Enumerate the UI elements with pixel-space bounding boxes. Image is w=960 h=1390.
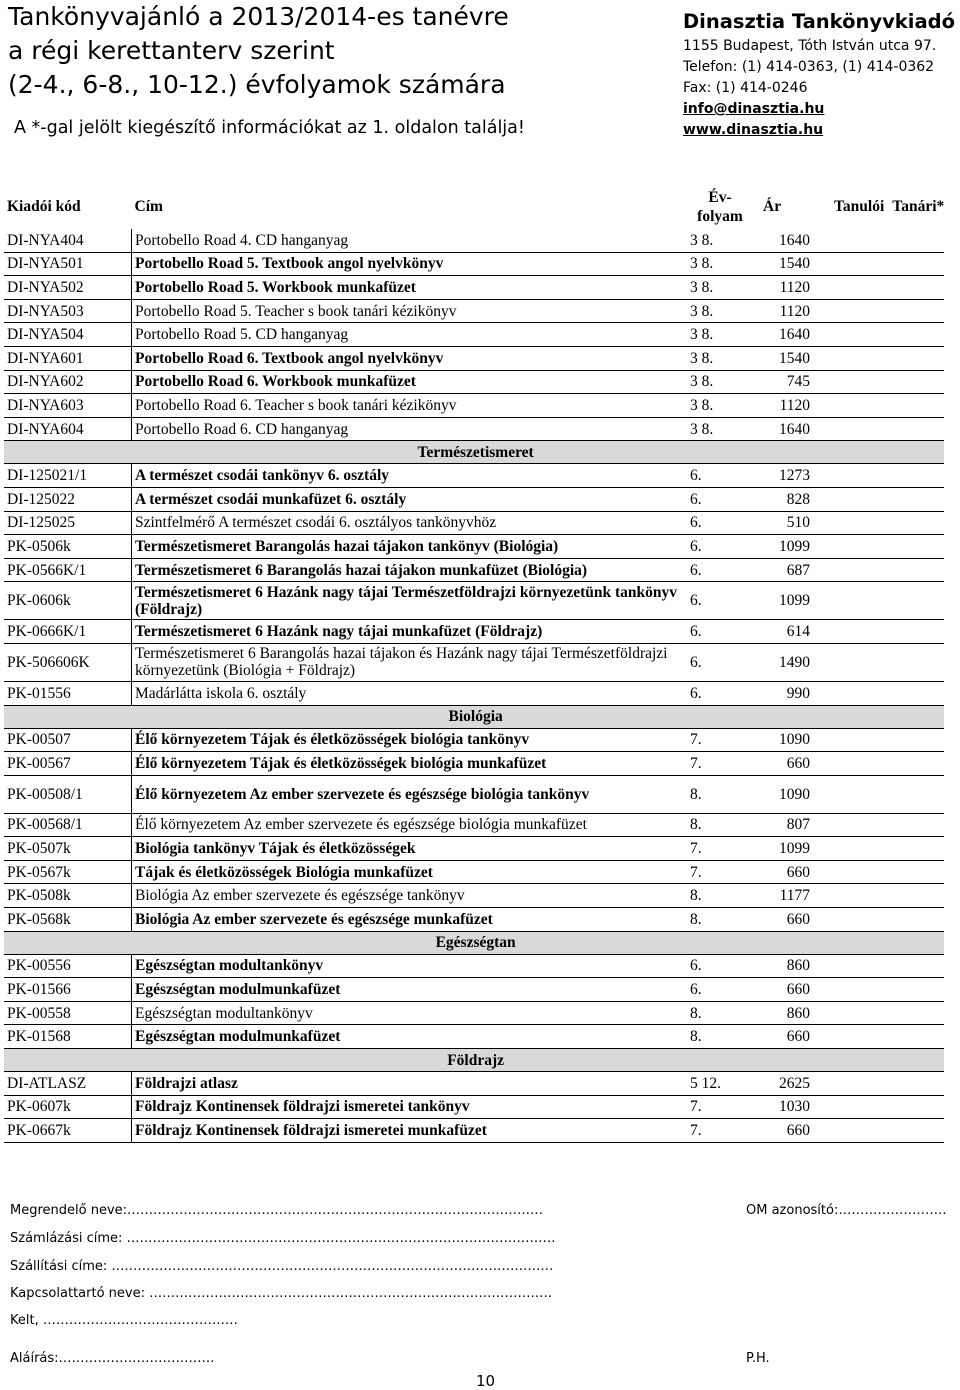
book-title: Élő környezetem Az ember szervezete és egészsége biológia tankönyv [132, 775, 688, 813]
teacher-qty-cell[interactable] [884, 884, 944, 908]
table-row [4, 417, 944, 441]
book-price: 660 [753, 1119, 826, 1143]
book-order-table [4, 185, 944, 1143]
title-line: a régi kerettanterv szerint [8, 36, 335, 65]
table-row [4, 511, 944, 535]
table-row [4, 276, 944, 300]
publisher-email-link[interactable]: info@dinasztia.hu [683, 101, 825, 117]
book-code: DI-NYA501 [4, 252, 132, 276]
book-grade: 5 12. [687, 1072, 753, 1096]
book-code: DI-ATLASZ [4, 1072, 132, 1096]
document-header [8, 0, 568, 138]
book-grade: 8. [687, 1025, 753, 1049]
book-code: PK-0667k [4, 1119, 132, 1143]
book-price: 510 [753, 511, 826, 535]
student-qty-cell[interactable] [826, 643, 884, 681]
book-price: 1090 [753, 775, 826, 813]
student-qty-cell[interactable] [826, 752, 884, 776]
book-code: PK-0606k [4, 582, 132, 620]
book-code: PK-0507k [4, 837, 132, 861]
book-title: Tájak és életközösségek Biológia munkafüzet [132, 860, 688, 884]
book-price: 1099 [753, 582, 826, 620]
teacher-qty-cell[interactable] [884, 1001, 944, 1025]
book-grade: 3 8. [687, 394, 753, 418]
table-header-row [4, 185, 944, 229]
teacher-qty-cell[interactable] [884, 728, 944, 752]
student-qty-cell[interactable] [826, 346, 884, 370]
book-grade: 3 8. [687, 252, 753, 276]
header-year [687, 185, 753, 229]
billing-address-field[interactable]: Számlázási címe: ……………………………………………………………………………………… [10, 1231, 556, 1246]
book-title: Biológia Az ember szervezete és egészsége munkafüzet [132, 908, 688, 932]
table-row [4, 535, 944, 559]
student-qty-cell[interactable] [826, 837, 884, 861]
book-price: 660 [753, 860, 826, 884]
book-price: 687 [753, 558, 826, 582]
student-qty-cell[interactable] [826, 813, 884, 837]
date-field[interactable]: Kelt, ……………………………………… [10, 1313, 238, 1328]
student-qty-cell[interactable] [826, 464, 884, 488]
book-code: PK-0567k [4, 860, 132, 884]
table-row [4, 252, 944, 276]
book-grade: 7. [687, 728, 753, 752]
title-line: (2-4., 6-8., 10-12.) évfolyamok számára [8, 70, 506, 99]
book-grade: 3 8. [687, 229, 753, 252]
book-grade: 6. [687, 582, 753, 620]
book-code: PK-00507 [4, 728, 132, 752]
book-title: Természetismeret 6 Hazánk nagy tájai Természetföldrajzi környezetünk tankönyv (Földrajz) [132, 582, 688, 620]
om-id-field[interactable]: OM azonosító:……………………. [746, 1203, 947, 1218]
book-grade: 6. [687, 620, 753, 644]
student-qty-cell[interactable] [826, 1119, 884, 1143]
book-price: 1120 [753, 394, 826, 418]
table-row [4, 346, 944, 370]
book-title: Természetismeret 6 Barangolás hazai tájakon és Hazánk nagy tájai Természetföldrajzi környezetünk (Biológia + Földrajz) [132, 643, 688, 681]
book-grade: 3 8. [687, 299, 753, 323]
header-student: Tanulói [834, 198, 885, 215]
book-code: DI-NYA601 [4, 346, 132, 370]
book-code: PK-00567 [4, 752, 132, 776]
teacher-qty-cell[interactable] [884, 323, 944, 347]
book-code: DI-125022 [4, 487, 132, 511]
book-grade: 6. [687, 681, 753, 705]
book-code: DI-NYA502 [4, 276, 132, 300]
student-qty-cell[interactable] [826, 954, 884, 978]
book-price: 2625 [753, 1072, 826, 1096]
orderer-name-field[interactable]: Megrendelő neve:…………………………………………………………………………………… [10, 1203, 544, 1218]
student-qty-cell[interactable] [826, 1095, 884, 1119]
book-price: 1540 [753, 252, 826, 276]
teacher-qty-cell[interactable] [884, 752, 944, 776]
book-grade: 8. [687, 775, 753, 813]
stamp-label: P.H. [746, 1351, 770, 1366]
table-row [4, 1025, 944, 1049]
student-qty-cell[interactable] [826, 978, 884, 1002]
table-row [4, 775, 944, 813]
book-title: Szintfelmérő A természet csodái 6. osztályos tankönyvhöz [132, 511, 688, 535]
teacher-qty-cell[interactable] [884, 1095, 944, 1119]
book-code: PK-0666K/1 [4, 620, 132, 644]
header-note: A *-gal jelölt kiegészítő információkat az 1. oldalon találja! [14, 118, 525, 138]
book-grade: 8. [687, 884, 753, 908]
book-title: A természet csodái munkafüzet 6. osztály [132, 487, 688, 511]
student-qty-cell[interactable] [826, 681, 884, 705]
header-year-line: Év- [708, 189, 732, 206]
book-code: DI-NYA404 [4, 229, 132, 252]
table-row [4, 978, 944, 1002]
book-title: Portobello Road 6. Workbook munkafüzet [132, 370, 688, 394]
teacher-qty-cell[interactable] [884, 464, 944, 488]
book-title: Egészségtan modulmunkafüzet [132, 978, 688, 1002]
teacher-qty-cell[interactable] [884, 299, 944, 323]
book-title: Természetismeret 6 Hazánk nagy tájai munkafüzet (Földrajz) [132, 620, 688, 644]
book-title: Földrajzi atlasz [132, 1072, 688, 1096]
student-qty-cell[interactable] [826, 860, 884, 884]
table-row [4, 884, 944, 908]
section-header-row [4, 931, 944, 954]
header-price: Ár [763, 198, 782, 215]
book-code: DI-125025 [4, 511, 132, 535]
table-row [4, 860, 944, 884]
book-title: Portobello Road 5. Textbook angol nyelvkönyv [132, 252, 688, 276]
book-code: PK-01566 [4, 978, 132, 1002]
student-qty-cell[interactable] [826, 620, 884, 644]
book-grade: 7. [687, 752, 753, 776]
header-code: Kiadói kód [7, 198, 81, 215]
book-price: 1177 [753, 884, 826, 908]
teacher-qty-cell[interactable] [884, 394, 944, 418]
book-code: DI-NYA603 [4, 394, 132, 418]
teacher-qty-cell[interactable] [884, 276, 944, 300]
student-qty-cell[interactable] [826, 728, 884, 752]
book-title: Élő környezetem Tájak és életközösségek biológia munkafüzet [132, 752, 688, 776]
student-qty-cell[interactable] [826, 535, 884, 559]
book-price: 860 [753, 1001, 826, 1025]
teacher-qty-cell[interactable] [884, 908, 944, 932]
student-qty-cell[interactable] [826, 299, 884, 323]
student-qty-cell[interactable] [826, 323, 884, 347]
teacher-qty-cell[interactable] [884, 582, 944, 620]
book-grade: 8. [687, 1001, 753, 1025]
student-qty-cell[interactable] [826, 775, 884, 813]
book-title: Földrajz Kontinensek földrajzi ismeretei munkafüzet [132, 1119, 688, 1143]
book-price: 1640 [753, 417, 826, 441]
table-row [4, 370, 944, 394]
teacher-qty-cell[interactable] [884, 1119, 944, 1143]
book-price: 660 [753, 978, 826, 1002]
publisher-info [683, 8, 955, 141]
student-qty-cell[interactable] [826, 276, 884, 300]
publisher-fax: Fax: (1) 414-0246 [683, 80, 808, 96]
header-teacher: Tanári* [892, 198, 945, 215]
book-code: PK-00556 [4, 954, 132, 978]
book-title: Egészségtan modulmunkafüzet [132, 1025, 688, 1049]
book-price: 990 [753, 681, 826, 705]
book-title: A természet csodái tankönyv 6. osztály [132, 464, 688, 488]
teacher-qty-cell[interactable] [884, 535, 944, 559]
book-title: Portobello Road 6. CD hanganyag [132, 417, 688, 441]
book-title: Természetismeret 6 Barangolás hazai tájakon munkafüzet (Biológia) [132, 558, 688, 582]
section-title: Természetismeret [4, 441, 944, 464]
publisher-web-link[interactable]: www.dinasztia.hu [683, 122, 824, 138]
teacher-qty-cell[interactable] [884, 1025, 944, 1049]
book-title: Élő környezetem Tájak és életközösségek biológia tankönyv [132, 728, 688, 752]
table-row [4, 1072, 944, 1096]
table-row [4, 620, 944, 644]
table-row [4, 837, 944, 861]
table-row [4, 728, 944, 752]
section-title: Egészségtan [4, 931, 944, 954]
book-grade: 6. [687, 511, 753, 535]
book-grade: 6. [687, 954, 753, 978]
book-grade: 7. [687, 837, 753, 861]
teacher-qty-cell[interactable] [884, 511, 944, 535]
title-line: Tankönyvajánló a 2013/2014-es tanévre [8, 2, 509, 31]
teacher-qty-cell[interactable] [884, 813, 944, 837]
section-header-row [4, 1049, 944, 1072]
table-row [4, 323, 944, 347]
book-title: Biológia Az ember szervezete és egészsége tankönyv [132, 884, 688, 908]
table-row [4, 1001, 944, 1025]
table-row [4, 681, 944, 705]
signature-field[interactable]: Aláírás:……………………………… [10, 1351, 215, 1366]
section-title: Biológia [4, 705, 944, 728]
book-code: PK-0607k [4, 1095, 132, 1119]
book-title: Egészségtan modultankönyv [132, 954, 688, 978]
book-code: DI-NYA504 [4, 323, 132, 347]
book-code: DI-125021/1 [4, 464, 132, 488]
book-code: PK-00508/1 [4, 775, 132, 813]
contact-name-field[interactable]: Kapcsolattartó neve: ………………………………………………………………………………… [10, 1286, 553, 1301]
book-price: 1099 [753, 837, 826, 861]
book-grade: 8. [687, 813, 753, 837]
table-row [4, 1095, 944, 1119]
book-grade: 3 8. [687, 276, 753, 300]
book-code: PK-0568k [4, 908, 132, 932]
teacher-qty-cell[interactable] [884, 252, 944, 276]
book-title: Madárlátta iskola 6. osztály [132, 681, 688, 705]
page-number: 10 [476, 1372, 496, 1390]
table-row [4, 908, 944, 932]
teacher-qty-cell[interactable] [884, 775, 944, 813]
book-price: 1099 [753, 535, 826, 559]
book-code: PK-506606K [4, 643, 132, 681]
table-row [4, 394, 944, 418]
section-title: Földrajz [4, 1049, 944, 1072]
student-qty-cell[interactable] [826, 558, 884, 582]
book-price: 660 [753, 1025, 826, 1049]
student-qty-cell[interactable] [826, 511, 884, 535]
teacher-qty-cell[interactable] [884, 417, 944, 441]
book-code: PK-0508k [4, 884, 132, 908]
teacher-qty-cell[interactable] [884, 1072, 944, 1096]
book-price: 660 [753, 752, 826, 776]
book-price: 614 [753, 620, 826, 644]
section-header-row [4, 441, 944, 464]
document-title [8, 0, 568, 102]
book-price: 1640 [753, 323, 826, 347]
book-grade: 3 8. [687, 323, 753, 347]
book-code: DI-NYA602 [4, 370, 132, 394]
teacher-qty-cell[interactable] [884, 860, 944, 884]
book-grade: 6. [687, 464, 753, 488]
table-row [4, 1119, 944, 1143]
book-title: Természetismeret Barangolás hazai tájakon tankönyv (Biológia) [132, 535, 688, 559]
teacher-qty-cell[interactable] [884, 954, 944, 978]
student-qty-cell[interactable] [826, 1025, 884, 1049]
teacher-qty-cell[interactable] [884, 643, 944, 681]
book-grade: 6. [687, 978, 753, 1002]
book-grade: 7. [687, 1095, 753, 1119]
publisher-phone: Telefon: (1) 414-0363, (1) 414-0362 [683, 59, 935, 75]
teacher-qty-cell[interactable] [884, 978, 944, 1002]
teacher-qty-cell[interactable] [884, 837, 944, 861]
teacher-qty-cell[interactable] [884, 346, 944, 370]
teacher-qty-cell[interactable] [884, 558, 944, 582]
book-title: Élő környezetem Az ember szervezete és egészsége biológia munkafüzet [132, 813, 688, 837]
book-price: 860 [753, 954, 826, 978]
header-title: Cím [134, 198, 163, 215]
book-grade: 7. [687, 860, 753, 884]
book-title: Portobello Road 5. Teacher s book tanári kézikönyv [132, 299, 688, 323]
book-title: Portobello Road 6. Teacher s book tanári kézikönyv [132, 394, 688, 418]
table-row [4, 464, 944, 488]
book-title: Biológia tankönyv Tájak és életközösségek [132, 837, 688, 861]
student-qty-cell[interactable] [826, 884, 884, 908]
book-code: PK-01568 [4, 1025, 132, 1049]
student-qty-cell[interactable] [826, 1001, 884, 1025]
section-header-row [4, 705, 944, 728]
book-code: PK-01556 [4, 681, 132, 705]
book-code: PK-00558 [4, 1001, 132, 1025]
publisher-name: Dinasztia Tankönyvkiadó [683, 10, 955, 33]
teacher-qty-cell[interactable] [884, 620, 944, 644]
book-grade: 3 8. [687, 370, 753, 394]
table-row [4, 582, 944, 620]
table-row [4, 487, 944, 511]
teacher-qty-cell[interactable] [884, 487, 944, 511]
book-grade: 6. [687, 558, 753, 582]
table-body [4, 229, 944, 1142]
publisher-address: 1155 Budapest, Tóth István utca 97. [683, 38, 937, 54]
book-price: 807 [753, 813, 826, 837]
book-price: 1640 [753, 229, 826, 252]
student-qty-cell[interactable] [826, 394, 884, 418]
student-qty-cell[interactable] [826, 370, 884, 394]
table-row [4, 229, 944, 252]
book-price: 1090 [753, 728, 826, 752]
teacher-qty-cell[interactable] [884, 681, 944, 705]
book-price: 745 [753, 370, 826, 394]
book-grade: 8. [687, 908, 753, 932]
book-price: 828 [753, 487, 826, 511]
book-code: DI-NYA604 [4, 417, 132, 441]
table-row [4, 643, 944, 681]
student-qty-cell[interactable] [826, 908, 884, 932]
book-grade: 3 8. [687, 346, 753, 370]
book-code: DI-NYA503 [4, 299, 132, 323]
book-grade: 3 8. [687, 417, 753, 441]
table-row [4, 954, 944, 978]
book-title: Egészségtan modultankönyv [132, 1001, 688, 1025]
book-code: PK-0506k [4, 535, 132, 559]
student-qty-cell[interactable] [826, 487, 884, 511]
book-title: Földrajz Kontinensek földrajzi ismeretei tankönyv [132, 1095, 688, 1119]
student-qty-cell[interactable] [826, 252, 884, 276]
book-grade: 6. [687, 643, 753, 681]
table-row [4, 558, 944, 582]
shipping-address-field[interactable]: Szállítási címe: ………………………………………………………………………………………… [10, 1259, 554, 1274]
header-year-line: folyam [697, 208, 743, 225]
book-price: 660 [753, 908, 826, 932]
teacher-qty-cell[interactable] [884, 370, 944, 394]
teacher-qty-cell[interactable] [884, 229, 944, 252]
book-code: PK-00568/1 [4, 813, 132, 837]
table-row [4, 813, 944, 837]
student-qty-cell[interactable] [826, 229, 884, 252]
book-price: 1540 [753, 346, 826, 370]
student-qty-cell[interactable] [826, 417, 884, 441]
book-price: 1030 [753, 1095, 826, 1119]
table-row [4, 299, 944, 323]
book-price: 1273 [753, 464, 826, 488]
student-qty-cell[interactable] [826, 582, 884, 620]
book-title: Portobello Road 6. Textbook angol nyelvkönyv [132, 346, 688, 370]
book-title: Portobello Road 5. Workbook munkafüzet [132, 276, 688, 300]
book-grade: 6. [687, 535, 753, 559]
book-grade: 6. [687, 487, 753, 511]
book-price: 1120 [753, 276, 826, 300]
book-price: 1490 [753, 643, 826, 681]
book-grade: 7. [687, 1119, 753, 1143]
student-qty-cell[interactable] [826, 1072, 884, 1096]
book-title: Portobello Road 4. CD hanganyag [132, 229, 688, 252]
book-code: PK-0566K/1 [4, 558, 132, 582]
table-row [4, 752, 944, 776]
book-price: 1120 [753, 299, 826, 323]
book-title: Portobello Road 5. CD hanganyag [132, 323, 688, 347]
